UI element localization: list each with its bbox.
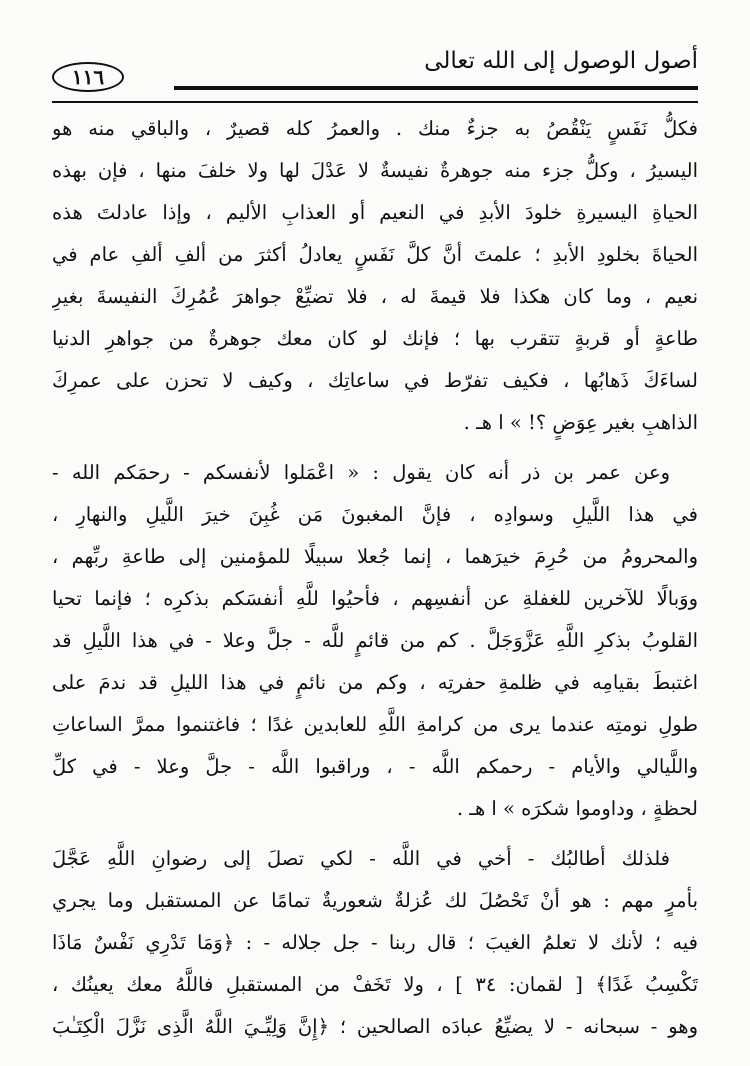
text-line: فيه ؛ لأنك لا تعلمُ الغيبَ ؛ قال ربنا - جل جلاله - : ﴿وَمَا تَدْرِي نَفْسٌ مَاذَا [52, 931, 698, 954]
running-title: أصول الوصول إلى الله تعالى [424, 48, 698, 74]
text-line: نعيم ، وما كان هكذا فلا قيمةَ له ، فلا تضيِّعْ جواهرَ عُمُرِكَ النفيسةَ بغيرِ [52, 285, 698, 308]
text-line: في هذا اللَّيلِ وسوادِه ، فإنَّ المغبونَ مَن غُبِنَ خيرَ اللَّيلِ والنهارِ ، [52, 503, 698, 526]
text-line: والمحرومُ من حُرِمَ خيرَهما ، إنما جُعلا سبيلًا للمؤمنين إلى طاعةِ ربِّهم ، [52, 545, 698, 568]
paragraph-1 [52, 108, 698, 444]
header-rule-thick [174, 86, 698, 90]
page-number-text: ١١٦ [71, 65, 105, 89]
text-line: بأمرٍ مهم : هو أنْ تَحْصُلَ لك عُزلةٌ شعوريةٌ تمامًا عن المستقبل وما يجري [52, 889, 698, 912]
paragraph-2 [52, 452, 698, 830]
header-rule-thin [52, 101, 698, 103]
text-line: اغتبطَ بقيامِه في ظلمةِ حفرتِه ، وكم من نائمٍ في هذا الليلِ قد ندمَ على [52, 671, 698, 694]
text-line: طاعةٍ أو قربةٍ تتقرب بها ؛ فإنك لو كان معك جوهرةٌ من جواهرِ الدنيا [52, 327, 698, 350]
text-line: واللَّيالي والأيام - رحمكم اللَّه - ، وراقبوا اللَّه - جلَّ وعلا - في كلِّ [52, 755, 698, 778]
body-text [52, 108, 698, 1048]
page-header [52, 42, 698, 94]
paragraph-3 [52, 838, 698, 1048]
text-line: اليسيرُ ، وكلُّ جزء منه جوهرةٌ نفيسةٌ لا عَدْلَ لها ولا خلفَ منها ، فإن بهذه [52, 159, 698, 182]
page-number [52, 62, 124, 92]
text-line: لحظةٍ ، وداوموا شكرَه » ا هـ . [456, 797, 698, 820]
text-line: الحياةَ بخلودِ الأبدِ ؛ علمتَ أنَّ كلَّ نَفَسٍ يعادلُ أكثرَ من ألفِ ألفِ عام في [52, 243, 698, 266]
text-line: ووَبالًا للآخرين للغفلةِ عن أنفسِهم ، فأحيُوا للَّهِ أنفسَكم بذكرِه ؛ فإنما تحيا [52, 587, 698, 610]
text-line: الذاهبِ بغير عِوَضٍ ؟! » ا هـ . [463, 411, 698, 434]
text-line: وعن عمر بن ذر أنه كان يقول : « اعْمَلوا لأنفسكم - رحمَكم الله - [52, 461, 670, 484]
text-line: وهو - سبحانه - لا يضيِّعُ عبادَه الصالحين ؛ ﴿إِنَّ وَلِيِّـيَ اللَّهُ الَّذِى نَزَّلَ الْكِتَـٰبَ [52, 1015, 698, 1038]
text-line: فلذلك أطالبُك - أخي في اللَّه - لكي تصلَ إلى رضوانِ اللَّهِ عَجَّلَ [52, 847, 670, 870]
text-line: طولِ نومتِه عندما يرى من كرامةِ اللَّهِ للعابدين غدًا ؛ فاغتنموا ممرَّ الساعاتِ [52, 713, 698, 736]
text-line: القلوبُ بذكرِ اللَّهِ عَزَّوَجَلَّ . كم من قائمٍ للَّه - جلَّ وعلا - في هذا اللَّيلِ قد [52, 629, 698, 652]
text-line: فكلُّ نَفَسٍ يَنْقُصُ به جزءٌ منك . والعمرُ كله قصيرٌ ، والباقي منه هو [52, 117, 698, 140]
text-line: الحياةِ اليسيرةِ خلودَ الأبدِ في النعيم أو العذابِ الأليم ، وإذا عادلتَ هذه [52, 201, 698, 224]
text-line: تَكْسِبُ غَدًا﴾ [ لقمان: ٣٤ ] ، ولا تَخَفْ من المستقبلِ فاللَّهُ معك يعينُك ، [52, 973, 698, 996]
text-line: لساءَكَ ذَهابُها ، فكيف تفرّط في ساعاتِك ، وكيف لا تحزن على عمرِكَ [52, 369, 698, 392]
